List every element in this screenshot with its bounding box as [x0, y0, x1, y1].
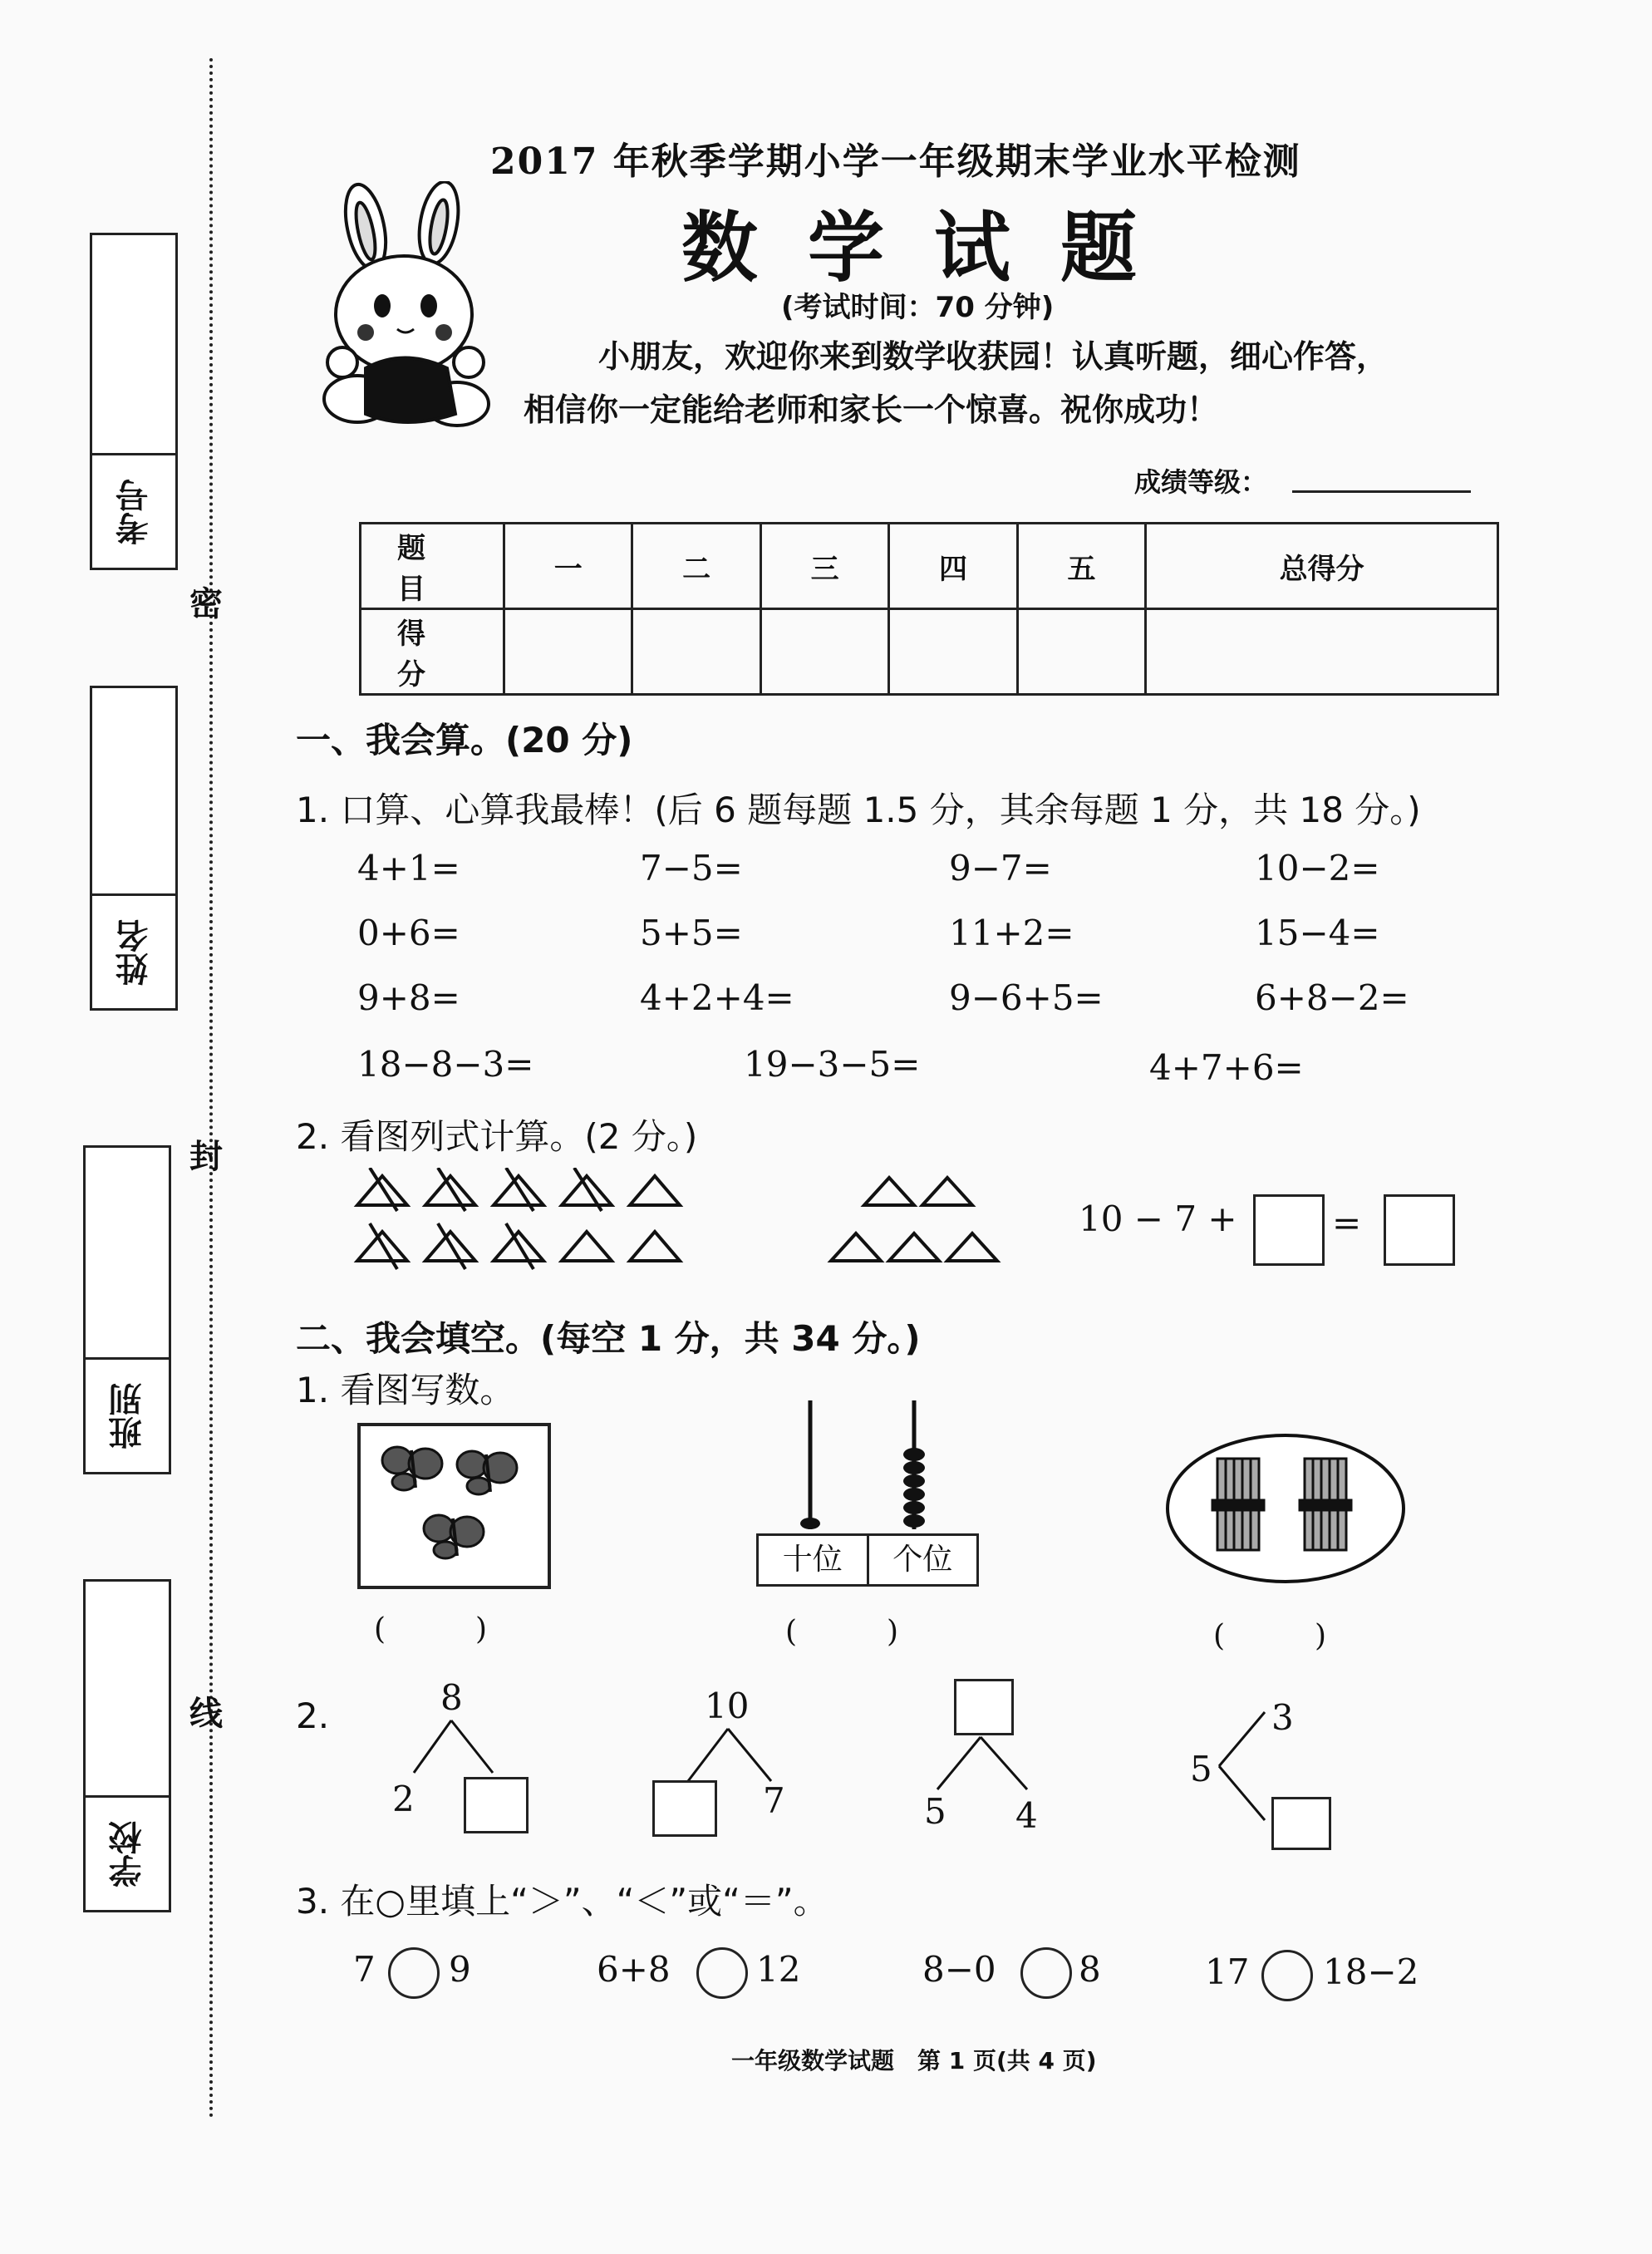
grade-input-line[interactable]	[1292, 490, 1471, 493]
name-label-box	[90, 893, 178, 1011]
answer-paren[interactable]: ( )	[1213, 1619, 1327, 1653]
class-label-box	[83, 1357, 171, 1474]
tree-root-number: 5	[1190, 1749, 1212, 1789]
bunny-mascot-icon	[314, 181, 505, 439]
seal-char-mi: 密	[189, 585, 223, 623]
compare-left: 7	[353, 1949, 376, 1990]
tree-branches	[406, 1719, 505, 1777]
score-input-cell[interactable]	[1017, 609, 1145, 695]
section2-q1-title: 1. 看图写数。	[296, 1370, 515, 1410]
equation: 0+6=	[357, 913, 460, 953]
section2-q2-label: 2.	[296, 1695, 330, 1736]
compare-right: 12	[756, 1949, 801, 1990]
exam-number-label-box	[90, 453, 178, 570]
q2-expression: 10 − 7 +	[1079, 1198, 1237, 1239]
stick-bundles-icon	[1163, 1430, 1409, 1587]
score-table-score-row	[361, 609, 1498, 695]
compare-circle[interactable]	[696, 1947, 748, 1999]
compare-right: 18−2	[1323, 1951, 1419, 1992]
abacus-base	[756, 1533, 979, 1587]
answer-box[interactable]	[1253, 1194, 1325, 1266]
grade-label: 成绩等级：	[1134, 466, 1268, 498]
equation: 9−7=	[949, 848, 1052, 888]
tree-top-number: 10	[705, 1686, 750, 1726]
score-input-cell[interactable]	[632, 609, 760, 695]
seal-char-xian: 线	[189, 1695, 223, 1733]
tens-place-label: 十位	[759, 1536, 869, 1584]
school-label: 学校	[108, 1820, 147, 1887]
score-input-cell[interactable]	[1146, 609, 1498, 695]
equation: 19−3−5=	[744, 1044, 921, 1085]
tree-branches	[929, 1735, 1037, 1794]
answer-box[interactable]	[954, 1679, 1014, 1735]
compare-right: 9	[449, 1949, 471, 1990]
compare-left: 8−0	[922, 1949, 996, 1990]
class-label: 班别	[108, 1382, 147, 1449]
equation: 10−2=	[1255, 848, 1380, 888]
compare-circle[interactable]	[1261, 1950, 1313, 2001]
name-label: 姓名	[115, 918, 154, 986]
table-cell: 一	[504, 524, 632, 609]
butterflies-icon	[366, 1434, 540, 1575]
table-cell: 三	[760, 524, 888, 609]
equation: 4+7+6=	[1149, 1047, 1304, 1088]
tree-branches	[680, 1727, 788, 1785]
score-table-header-row	[361, 524, 1498, 609]
answer-paren[interactable]: ( )	[374, 1612, 488, 1646]
table-cell: 五	[1017, 524, 1145, 609]
exam-time: (考试时间：70 分钟)	[781, 291, 1055, 324]
table-cell: 题 目	[361, 524, 504, 609]
section2-title: 二、我会填空。(每空 1 分，共 34 分。)	[296, 1318, 921, 1359]
table-cell: 得 分	[361, 609, 504, 695]
equation: 15−4=	[1255, 913, 1380, 953]
school-label-box	[83, 1795, 171, 1912]
name-field[interactable]	[90, 686, 178, 898]
section2-q3-title: 3. 在○里填上“＞”、“＜”或“＝”。	[296, 1881, 828, 1922]
equation: 6+8−2=	[1255, 977, 1409, 1018]
compare-left: 17	[1205, 1951, 1250, 1992]
greeting-line2: 相信你一定能给老师和家长一个惊喜。祝你成功！	[524, 391, 1219, 428]
equation: 9+8=	[357, 977, 460, 1018]
equation: 5+5=	[640, 913, 743, 953]
abacus-icon	[752, 1396, 976, 1538]
equation: 11+2=	[949, 913, 1074, 953]
crossed-triangles-figure	[349, 1168, 1030, 1276]
exam-title: 数学试题	[681, 204, 1187, 293]
class-field[interactable]	[83, 1145, 171, 1362]
answer-paren[interactable]: ( )	[785, 1615, 899, 1649]
equation: 7−5=	[640, 848, 743, 888]
ones-place-label: 个位	[892, 1543, 953, 1577]
score-table	[359, 522, 1499, 696]
compare-circle[interactable]	[1020, 1947, 1072, 1999]
greeting-line1: 小朋友，欢迎你来到数学收获园！认真听题，细心作答，	[598, 338, 1389, 375]
answer-box[interactable]	[1384, 1194, 1455, 1266]
answer-box[interactable]	[652, 1780, 717, 1837]
section1-q1-title: 1. 口算、心算我最棒！(后 6 题每题 1.5 分，其余每题 1 分，共 18 分。)	[296, 790, 1421, 830]
table-cell: 四	[889, 524, 1017, 609]
equation: 4+2+4=	[640, 977, 794, 1018]
answer-box[interactable]	[1271, 1797, 1331, 1850]
tree-top-number: 8	[440, 1677, 463, 1718]
answer-box[interactable]	[464, 1777, 529, 1833]
equation: 4+1=	[357, 848, 460, 888]
compare-circle[interactable]	[388, 1947, 440, 1999]
page-footer: 一年级数学试题 第 1 页(共 4 页)	[731, 2047, 1097, 2074]
compare-left: 6+8	[597, 1949, 671, 1990]
exam-number-field[interactable]	[90, 233, 178, 458]
school-field[interactable]	[83, 1579, 171, 1800]
exam-title-line1: 2017 年秋季学期小学一年级期末学业水平检测	[490, 140, 1301, 183]
equation: 18−8−3=	[357, 1044, 534, 1085]
section1-q2-title: 2. 看图列式计算。(2 分。)	[296, 1116, 698, 1157]
binding-dotted-line	[209, 58, 213, 2119]
score-input-cell[interactable]	[760, 609, 888, 695]
table-cell: 总得分	[1146, 524, 1498, 609]
exam-number-label: 考号	[115, 478, 154, 545]
compare-right: 8	[1079, 1949, 1101, 1990]
table-cell: 二	[632, 524, 760, 609]
tree-left-number: 2	[392, 1779, 415, 1819]
seal-char-feng: 封	[189, 1138, 223, 1176]
tree-left-number: 5	[924, 1791, 946, 1832]
tree-right-number: 4	[1015, 1795, 1038, 1836]
equation: 9−6+5=	[949, 977, 1104, 1018]
score-input-cell[interactable]	[889, 609, 1017, 695]
tree-right-number: 7	[763, 1780, 785, 1821]
tree-upper-number: 3	[1271, 1697, 1294, 1738]
equals-sign: =	[1332, 1203, 1362, 1243]
section1-title: 一、我会算。(20 分)	[296, 720, 633, 760]
